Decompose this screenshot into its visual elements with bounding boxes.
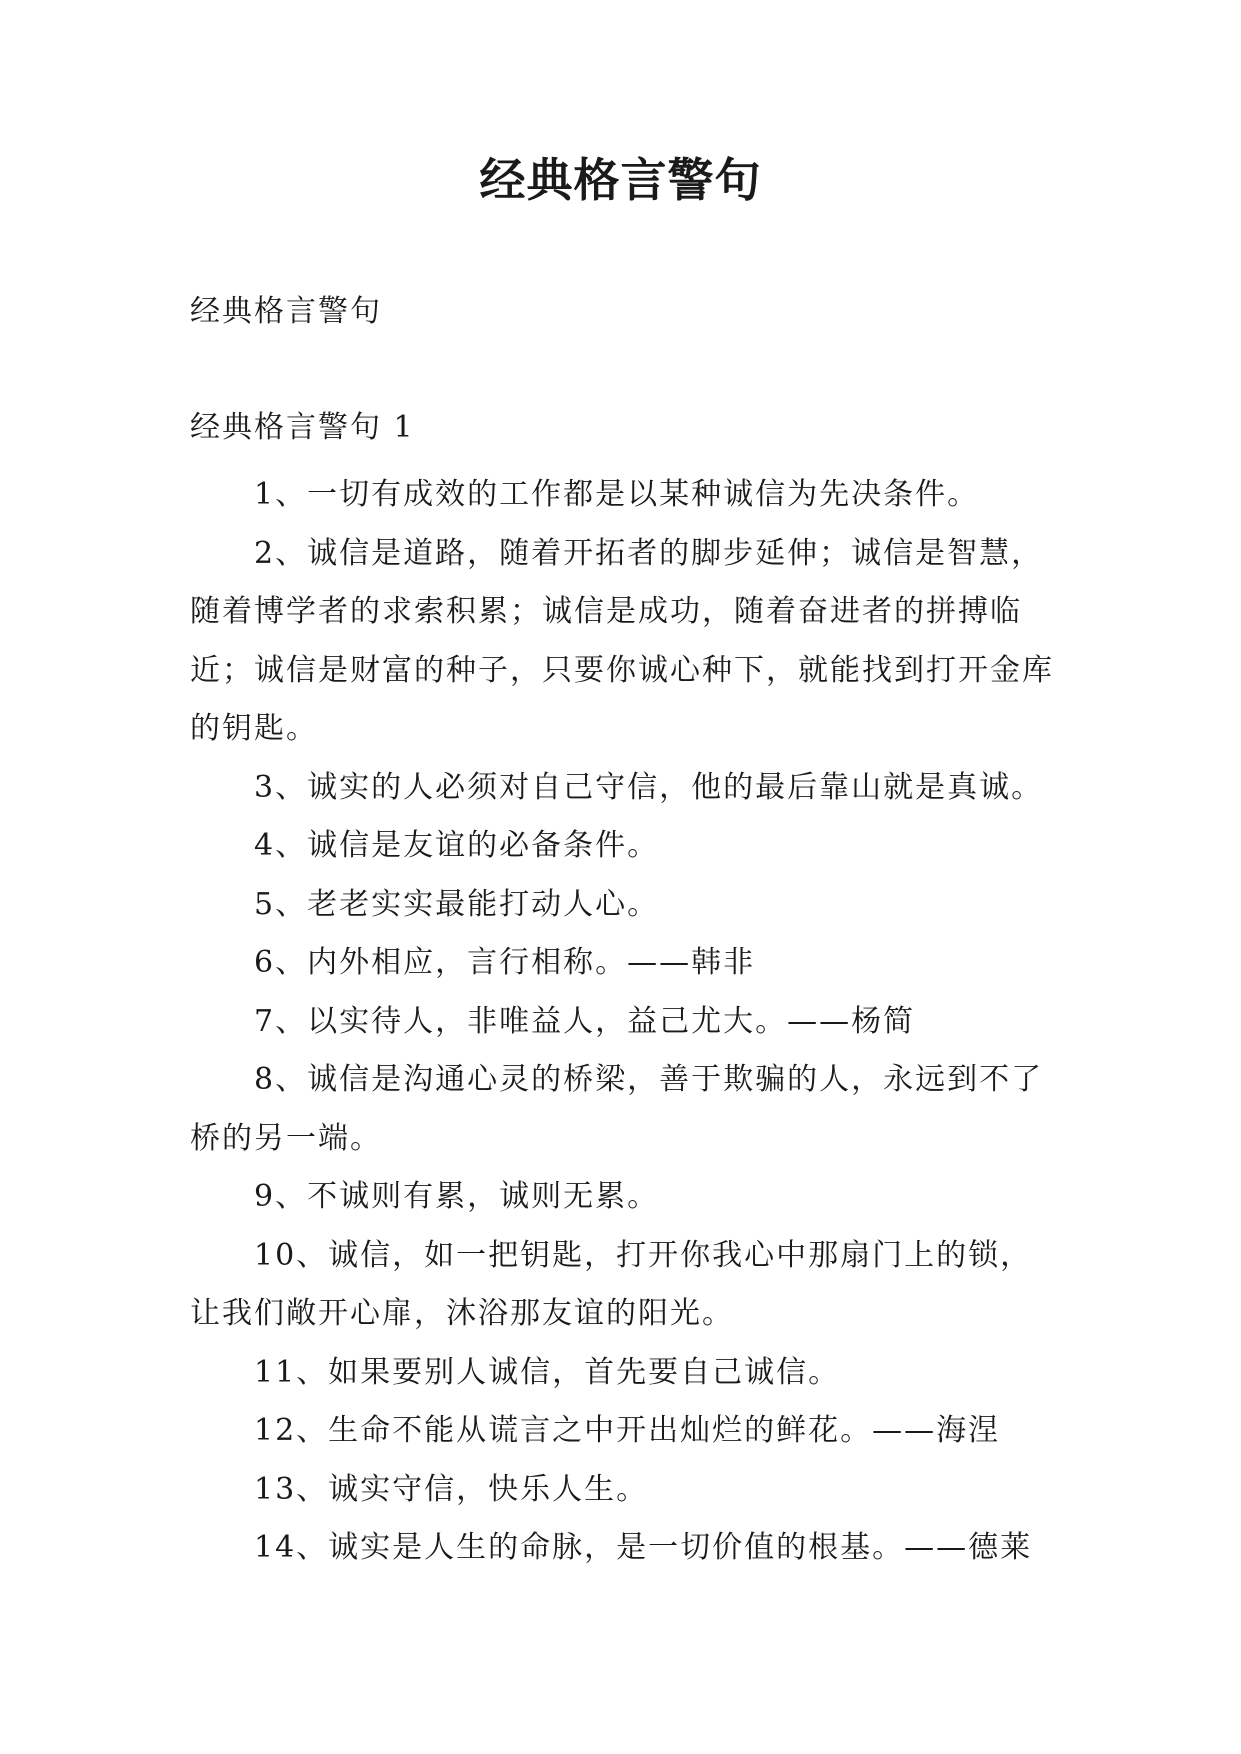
quote-list — [190, 466, 1060, 1578]
quote-item: 14、诚实是人生的命脉，是一切价值的根基。——德莱 — [254, 1530, 1033, 1565]
quote-item: 3、诚实的人必须对自己守信，他的最后靠山就是真诚。 — [254, 769, 1044, 805]
quote-item: 4、诚信是友谊的必备条件。 — [254, 828, 660, 863]
quote-item: 12、生命不能从谎言之中开出灿烂的鲜花。——海涅 — [254, 1413, 1001, 1448]
quote-item: 6、内外相应，言行相称。——韩非 — [254, 945, 756, 980]
quote-item: 13、诚实守信，快乐人生。 — [254, 1471, 649, 1507]
quote-item: 10、诚信，如一把钥匙，打开你我心中那扇门上的锁，让我们敞开心扉，沐浴那友谊的阳光。 — [190, 1237, 1033, 1331]
quote-item: 2、诚信是道路，随着开拓者的脚步延伸；诚信是智慧，随着博学者的求索积累；诚信是成功，随着奋进者的拼搏临近；诚信是财富的种子，只要你诚心种下，就能找到打开金库的钥匙。 — [190, 535, 1054, 746]
document-subtitle: 经典格言警句 — [190, 294, 382, 329]
document-title: 经典格言警句 — [479, 153, 762, 207]
quote-item: 11、如果要别人诚信，首先要自己诚信。 — [254, 1354, 841, 1390]
quote-item: 9、不诚则有累，诚则无累。 — [254, 1179, 660, 1214]
section-heading: 经典格言警句 1 — [190, 410, 415, 445]
quote-item: 7、以实待人，非唯益人，益己尤大。——杨简 — [254, 1003, 916, 1039]
quote-item: 5、老老实实最能打动人心。 — [254, 886, 660, 922]
quote-item: 1、一切有成效的工作都是以某种诚信为先决条件。 — [254, 477, 980, 512]
quote-item: 8、诚信是沟通心灵的桥梁，善于欺骗的人，永远到不了桥的另一端。 — [190, 1062, 1044, 1156]
